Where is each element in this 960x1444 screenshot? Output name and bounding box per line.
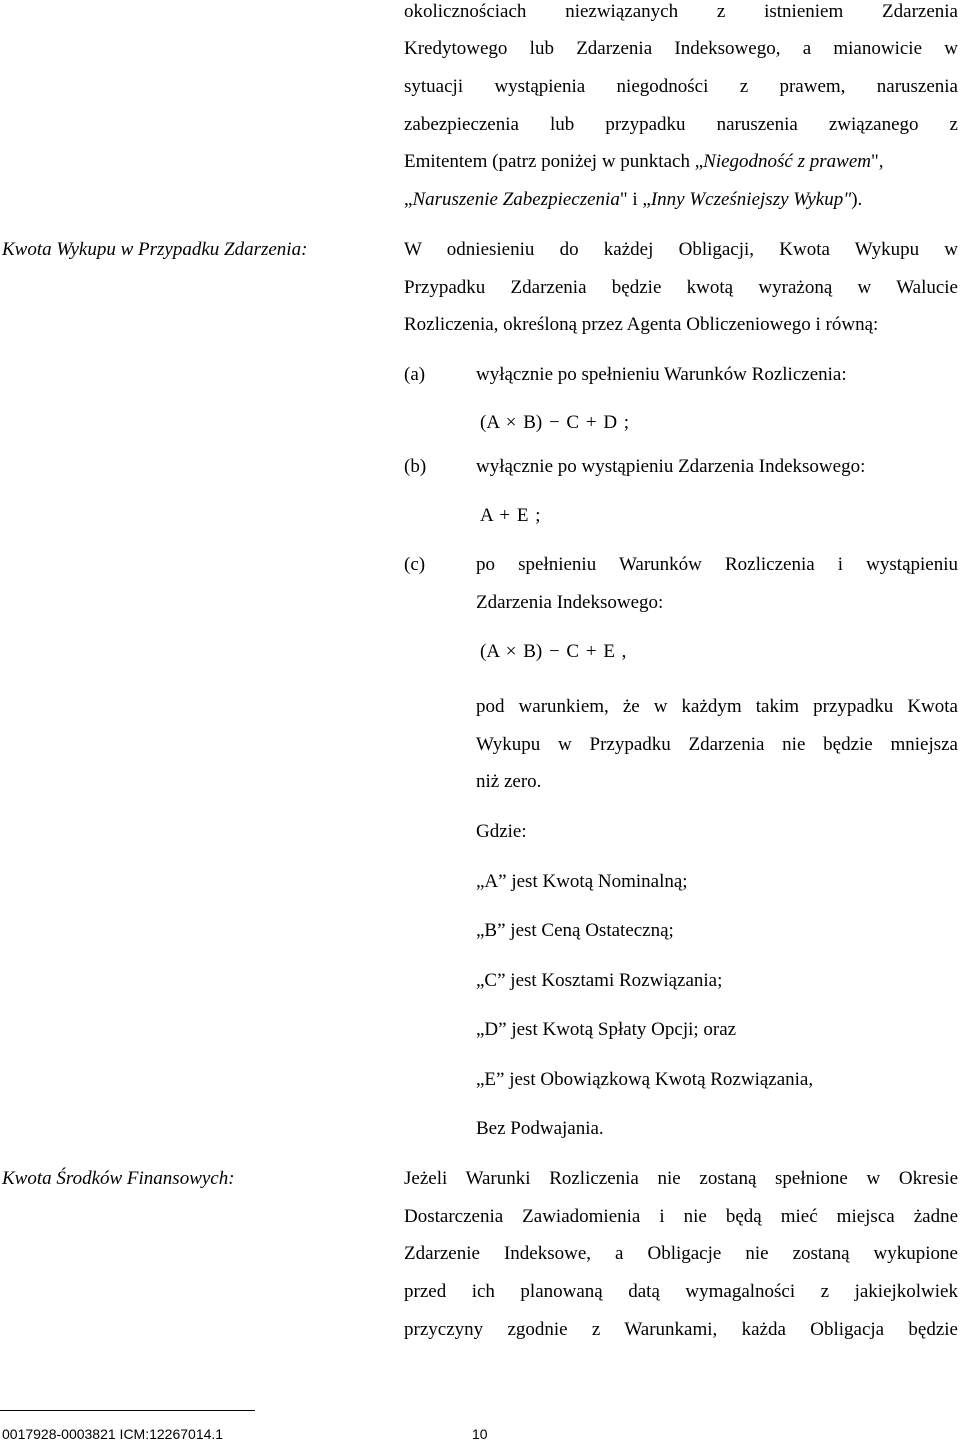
definition-c: „C” jest Kosztami Rozwiązania;	[476, 970, 723, 991]
intro-line-4: zabezpieczenia lub przypadku naruszenia związanego z	[404, 114, 958, 135]
item-text-a: wyłącznie po spełnieniu Warunków Rozliczenia:	[476, 364, 847, 385]
section2-para-line-4: przed ich planowaną datą wymagalności z jakiejkolwiek	[404, 1281, 958, 1302]
condition-line-2: Wykupu w Przypadku Zdarzenia nie będzie mniejsza	[476, 734, 958, 755]
formula-a: (A × B) − C + D ;	[480, 412, 630, 433]
section1-para-line-1: W odniesieniu do każdej Obligacji, Kwota Wykupu w	[404, 239, 958, 260]
where-heading: Gdzie:	[476, 821, 527, 842]
definition-e: „E” jest Obowiązkową Kwotą Rozwiązania,	[476, 1069, 814, 1090]
footer-document-id: 0017928-0003821 ICM:12267014.1	[2, 1426, 224, 1442]
section2-para-line-1: Jeżeli Warunki Rozliczenia nie zostaną spełnione w Okresie	[404, 1168, 958, 1189]
footer-rule	[0, 1410, 255, 1411]
item-marker-b: (b)	[404, 456, 427, 477]
formula-b: A + E ;	[480, 505, 541, 526]
section2-para-line-2: Dostarczenia Zawiadomienia i nie będą mieć miejsca żadne	[404, 1206, 958, 1227]
intro-line-5: Emitentem (patrz poniżej w punktach „Niegodność z prawem",	[404, 151, 884, 172]
definition-d: „D” jest Kwotą Spłaty Opcji; oraz	[476, 1019, 737, 1040]
footer-page-number: 10	[472, 1426, 488, 1442]
section2-para-line-5: przyczyny zgodnie z Warunkami, każda Obligacja będzie	[404, 1319, 958, 1340]
section-label-redemption-amount: Kwota Wykupu w Przypadku Zdarzenia:	[2, 239, 308, 260]
closing-text: Bez Podwajania.	[476, 1118, 604, 1139]
formula-c: (A × B) − C + E ,	[480, 641, 627, 662]
item-marker-a: (a)	[404, 364, 426, 385]
definition-a: „A” jest Kwotą Nominalną;	[476, 871, 688, 892]
intro-line-1: okolicznościach niezwiązanych z istnieniem Zdarzenia	[404, 1, 958, 22]
section1-para-line-2: Przypadku Zdarzenia będzie kwotą wyrażoną w Walucie	[404, 277, 958, 298]
condition-line-3: niż zero.	[476, 771, 542, 792]
item-text-c-line-1: po spełnieniu Warunków Rozliczenia i wystąpieniu	[476, 554, 958, 575]
intro-line-6: „Naruszenie Zabezpieczenia" i „Inny Wcześniejszy Wykup").	[404, 189, 863, 210]
item-text-b: wyłącznie po wystąpieniu Zdarzenia Indeksowego:	[476, 456, 866, 477]
condition-line-1: pod warunkiem, że w każdym takim przypadku Kwota	[476, 696, 958, 717]
definition-b: „B” jest Ceną Ostateczną;	[476, 920, 674, 941]
intro-line-3: sytuacji wystąpienia niegodności z prawem, naruszenia	[404, 76, 958, 97]
intro-line-2: Kredytowego lub Zdarzenia Indeksowego, a mianowicie w	[404, 38, 958, 59]
section1-para-line-3: Rozliczenia, określoną przez Agenta Obliczeniowego i równą:	[404, 314, 879, 335]
item-text-c-line-2: Zdarzenia Indeksowego:	[476, 592, 664, 613]
item-marker-c: (c)	[404, 554, 426, 575]
section2-para-line-3: Zdarzenie Indeksowe, a Obligacje nie zostaną wykupione	[404, 1243, 958, 1264]
section-label-funds-amount: Kwota Środków Finansowych:	[2, 1168, 235, 1189]
